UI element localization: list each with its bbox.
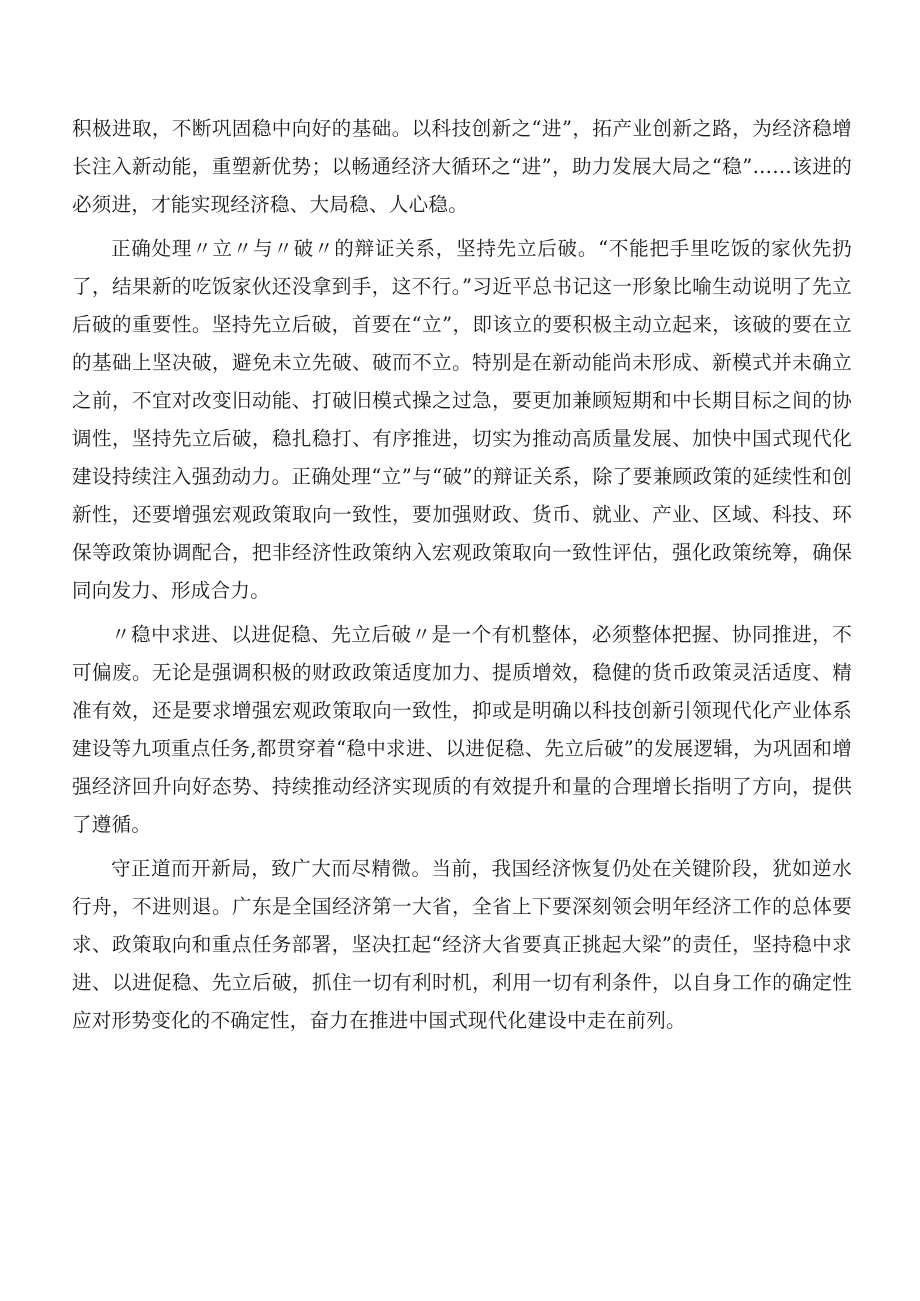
paragraph-guangdong: 守正道而开新局，致广大而尽精微。当前，我国经济恢复仍处在关键阶段，犹如逆水行舟，不进则退。广东是全国经济第一大省，全省上下要深刻领会明年经济工作的总体要求、政策取向和重点任务部署，坚决扛起“经济大省要真正挑起大梁”的责任，坚持稳中求进、以进促稳、先立后破，抓住一切有利时机，利用一切有利条件，以自身工作的确定性应对形势变化的不确定性，奋力在推进中国式现代化建设中走在前列。: [72, 857, 852, 1032]
paragraph-establish-before-break: 正确处理〃立〃与〃破〃的辩证关系，坚持先立后破。“不能把手里吃饭的家伙先扔了，结果新的吃饭家伙还没拿到手，这不行。”习近平总书记这一形象比喻生动说明了先立后破的重要性。坚持先立后破，首要在“立”，即该立的要积极主动立起来，该破的要在立的基础上坚决破，避免未立先破、破而不立。特别是在新动能尚未形成、新模式并未确立之前，不宜对改变旧动能、打破旧模式操之过急，要更加兼顾短期和中长期目标之间的协调性，坚持先立后破，稳扎稳打、有序推进，切实为推动高质量发展、加快中国式现代化建设持续注入强劲动力。正确处理“立”与“破”的辩证关系，除了要兼顾政策的延续性和创新性，还要增强宏观政策取向一致性，要加强财政、货币、就业、产业、区域、科技、环保等政策协调配合，把非经济性政策纳入宏观政策取向一致性评估，强化政策统筹，确保同向发力、形成合力。: [72, 237, 852, 602]
document-body: [72, 110, 852, 1046]
paragraph-continuation: 积极进取，不断巩固稳中向好的基础。以科技创新之“进”，拓产业创新之路，为经济稳增长注入新动能，重塑新优势；以畅通经济大循环之“进”，助力发展大局之“稳”……该进的必须进，才能实现经济稳、大局稳、人心稳。: [72, 117, 852, 216]
paragraph-organic-whole: 〃稳中求进、以进促稳、先立后破〃是一个有机整体，必须整体把握、协同推进，不可偏废。无论是强调积极的财政政策适度加力、提质增效，稳健的货币政策灵活适度、精准有效，还是要求增强宏观政策取向一致性，抑或是明确以科技创新引领现代化产业体系建设等九项重点任务,都贯穿着“稳中求进、以进促稳、先立后破”的发展逻辑，为巩固和增强经济回升向好态势、持续推动经济实现质的有效提升和量的合理增长指明了方向，提供了遵循。: [72, 623, 852, 836]
